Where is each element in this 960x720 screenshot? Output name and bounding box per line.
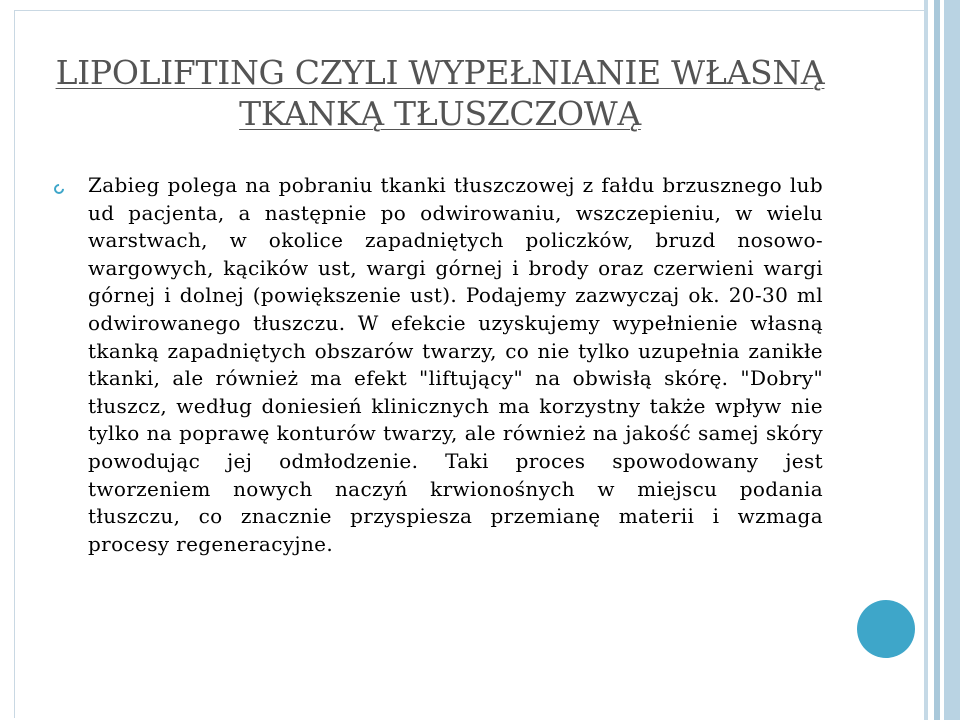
decorative-stripe xyxy=(944,0,960,720)
bullet-text: Zabieg polega na pobraniu tkanki tłuszczowej z fałdu brzusznego lub ud pacjenta, a następnie po odwirowaniu, wszczepieniu, w wielu warstwach, w okolice zapadniętych policzków, bruzd nosowo-wargowych, kącików ust, wargi górnej i brody oraz czerwieni wargi górnej i dolnej (powiększenie ust). Podajemy zazwyczaj ok. 20-30 ml odwirowanego tłuszczu. W efekcie uzyskujemy wypełnienie własną tkanką zapadniętych obszarów twarzy, co nie tylko uzupełnia zanikłe tkanki, ale również ma efekt "liftujący" na obwisłą skórę. "Dobry" tłuszcz, według doniesień klinicznych ma korzystny także wpływ nie tylko na poprawę konturów twarzy, ale również na jakość samej skóry powodując jej odmłodzenie. Taki proces spowodowany jest tworzeniem nowych naczyń krwionośnych w miejscu podania tłuszczu, co znacznie przyspiesza przemianę materii i wzmaga procesy regeneracyjne. xyxy=(88,173,823,556)
slide-title: LIPOLIFTING CZYLI WYPEŁNIANIE WŁASNĄ TKANKĄ TŁUSZCZOWĄ xyxy=(55,53,825,133)
decorative-circle xyxy=(857,600,915,658)
